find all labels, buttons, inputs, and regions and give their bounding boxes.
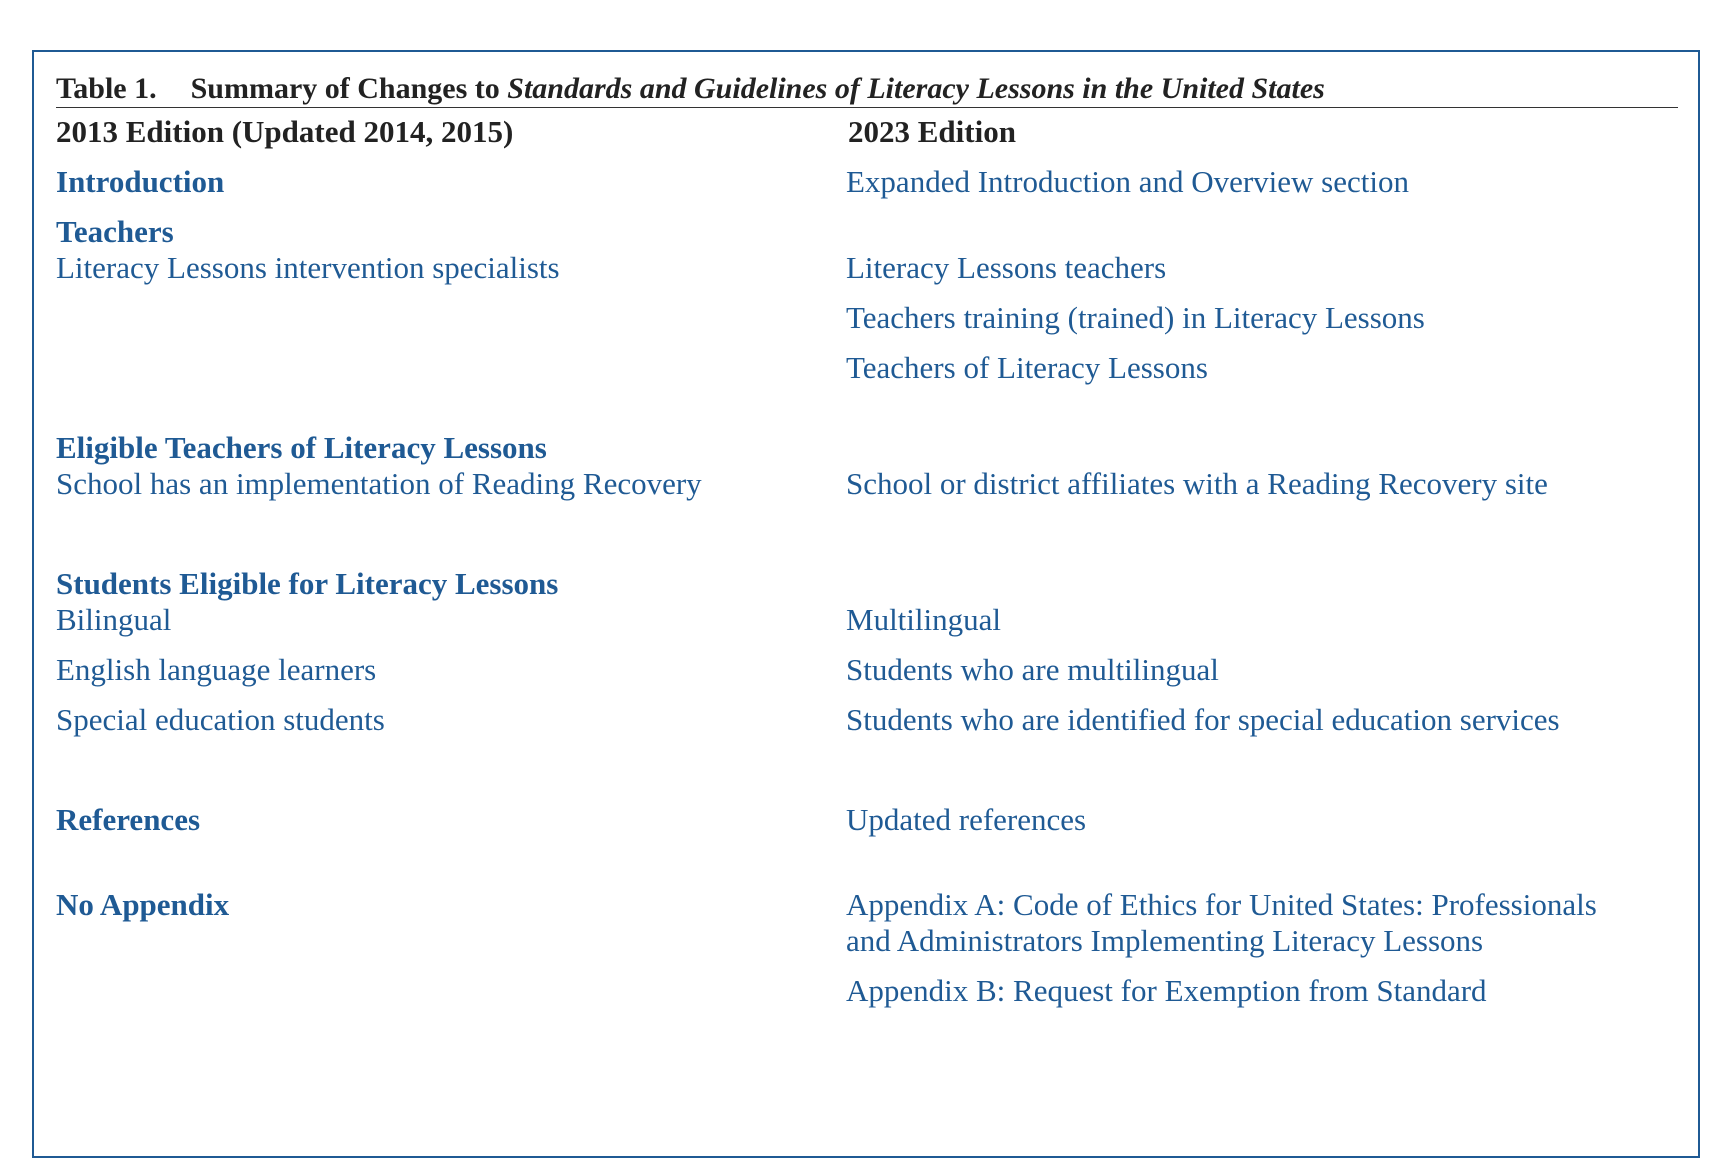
students-new-3: Students who are identified for special education services	[846, 702, 1560, 737]
students-heading: Students Eligible for Literacy Lessons	[56, 566, 559, 601]
table-title-prefix: Summary of Changes to	[190, 72, 508, 105]
eligible-teachers-new: School or district affiliates with a Reading Recovery site	[846, 466, 1548, 501]
teachers-new-3: Teachers of Literacy Lessons	[846, 350, 1208, 385]
appendix-heading: No Appendix	[56, 887, 230, 922]
references-heading: References	[56, 802, 201, 837]
eligible-teachers-old: School has an implementation of Reading Recovery	[56, 466, 702, 501]
appendix-a-line1: Appendix A: Code of Ethics for United States: Professionals	[846, 887, 1597, 922]
teachers-new-2: Teachers training (trained) in Literacy Lessons	[846, 300, 1425, 335]
teachers-old: Literacy Lessons intervention specialists	[56, 250, 560, 285]
students-old-2: English language learners	[56, 652, 377, 687]
students-new-2: Students who are multilingual	[846, 652, 1219, 687]
table-title-italic: Standards and Guidelines of Literacy Lessons in the United States	[507, 72, 1325, 105]
introduction-heading: Introduction	[56, 164, 225, 199]
eligible-teachers-heading: Eligible Teachers of Literacy Lessons	[56, 430, 547, 465]
students-old-3: Special education students	[56, 702, 385, 737]
introduction-new: Expanded Introduction and Overview section	[846, 164, 1409, 199]
teachers-heading: Teachers	[56, 214, 174, 249]
table-label: Table 1.	[56, 72, 157, 105]
col2-header: 2023 Edition	[848, 114, 1016, 149]
table-title	[56, 74, 1325, 104]
students-new-1: Multilingual	[846, 602, 1001, 637]
col1-header: 2013 Edition (Updated 2014, 2015)	[56, 114, 514, 149]
title-rule	[56, 107, 1678, 108]
appendix-b: Appendix B: Request for Exemption from Standard	[846, 973, 1487, 1008]
students-old-1: Bilingual	[56, 602, 172, 637]
teachers-new-1: Literacy Lessons teachers	[846, 250, 1167, 285]
appendix-a-line2: and Administrators Implementing Literacy Lessons	[846, 923, 1484, 958]
references-new: Updated references	[846, 802, 1087, 837]
